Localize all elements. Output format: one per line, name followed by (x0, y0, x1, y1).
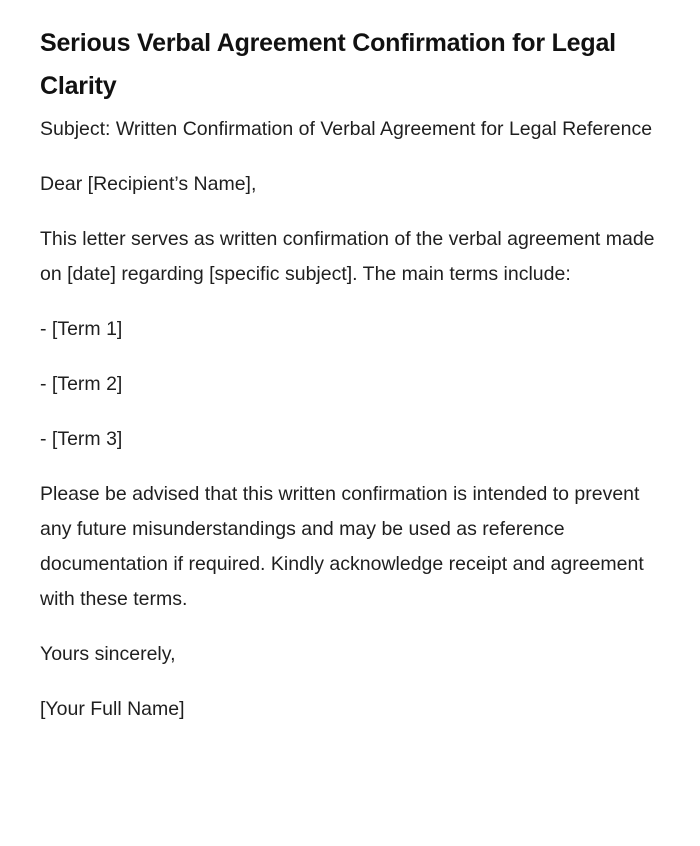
term-item: - [Term 3] (40, 428, 123, 450)
signature-name: [Your Full Name] (40, 698, 185, 720)
document-title: Serious Verbal Agreement Confirmation for Legal Clarity (40, 29, 616, 100)
term-item: - [Term 1] (40, 318, 123, 340)
term-item: - [Term 2] (40, 373, 123, 395)
sign-off: Yours sincerely, (40, 643, 176, 665)
closing-paragraph: Please be advised that this written confirmation is intended to prevent any future misunderstandings and may be used as reference documentation if required. Kindly acknowledge receipt and agreement with these terms. (40, 483, 644, 610)
intro-paragraph: This letter serves as written confirmation of the verbal agreement made on [date] regarding [specific subject]. The main terms include: (40, 228, 655, 285)
subject-line: Subject: Written Confirmation of Verbal Agreement for Legal Reference (40, 118, 653, 140)
salutation: Dear [Recipient’s Name], (40, 173, 257, 195)
